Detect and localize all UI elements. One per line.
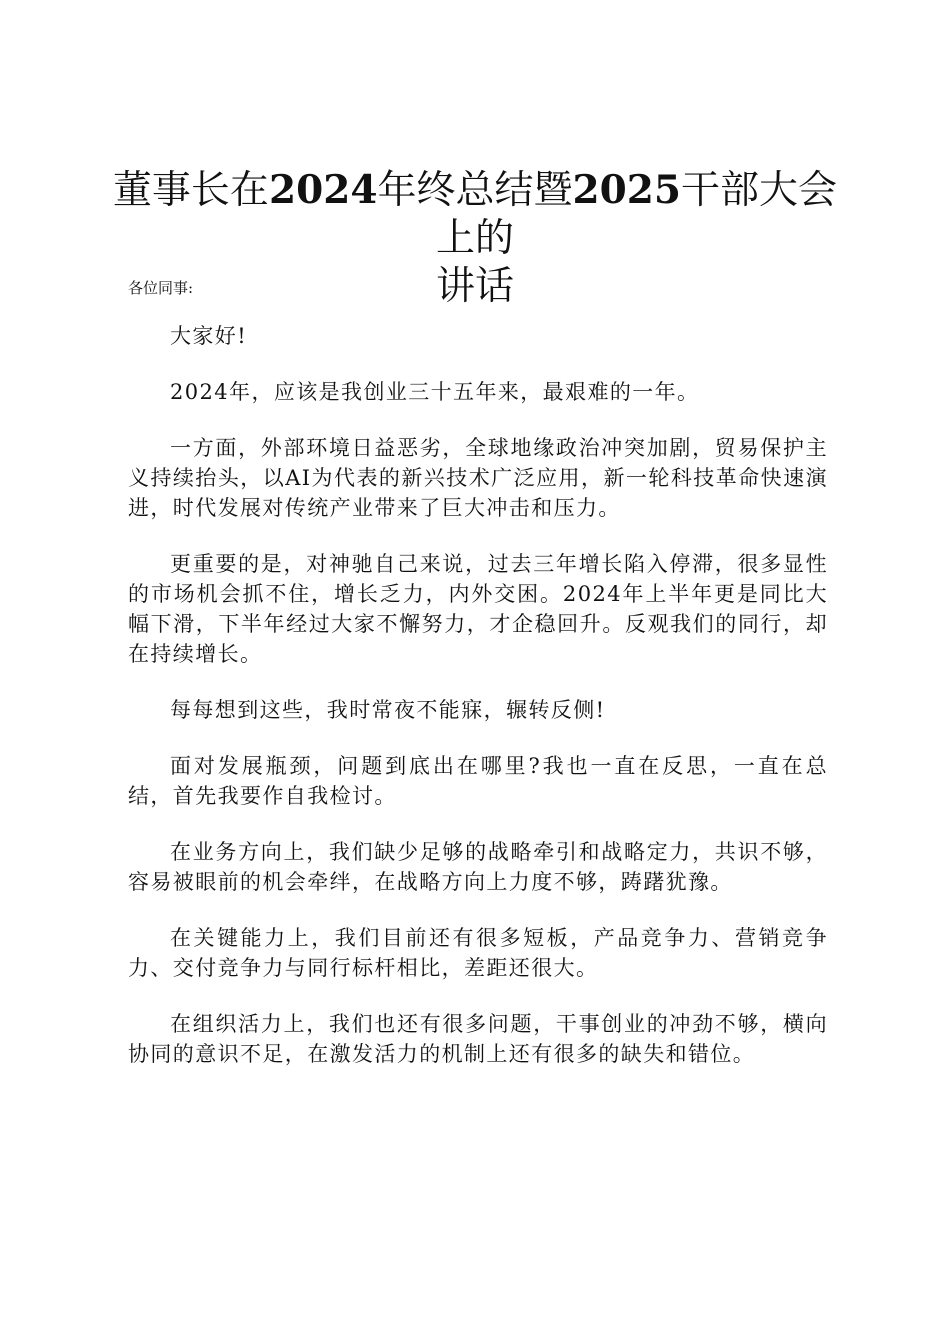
document-body [128, 321, 828, 1095]
paragraph-6: 面对发展瓶颈，问题到底出在哪里?我也一直在反思，一直在总结，首先我要作自我检讨。 [128, 754, 828, 808]
title-year-2025: 2025 [572, 167, 682, 213]
paragraph-5: 每每想到这些，我时常夜不能寐，辗转反侧! [170, 698, 606, 722]
paragraph-8: 在关键能力上，我们目前还有很多短板，产品竞争力、营销竞争力、交付竞争力与同行标杆相比，差距还很大。 [128, 926, 828, 980]
paragraph-1: 大家好! [170, 324, 248, 348]
title-text-b: 年终总结暨 [377, 168, 573, 213]
title-text-c: 干部大会上的 [435, 168, 838, 261]
paragraph-7: 在业务方向上，我们缺少足够的战略牵引和战略定力，共识不够，容易被眼前的机会牵绊，在战略方向上力度不够，踌躇犹豫。 [128, 840, 828, 894]
paragraph-9: 在组织活力上，我们也还有很多问题，干事创业的冲劲不够，横向协同的意识不足，在激发活力的机制上还有很多的缺失和错位。 [128, 1012, 828, 1066]
title-year-2024: 2024 [268, 167, 378, 213]
title-text-a: 董事长在 [112, 168, 269, 213]
document-title [100, 166, 850, 311]
paragraph-2: 2024年，应该是我创业三十五年来，最艰难的一年。 [170, 380, 700, 404]
paragraph-4: 更重要的是，对神驰自己来说，过去三年增长陷入停滞，很多显性的市场机会抓不住，增长乏力，内外交困。2024年上半年更是同比大幅下滑，下半年经过大家不懈努力，才企稳回升。反观我们的同行，却在持续增长。 [128, 552, 828, 666]
title-text-line2: 讲话 [435, 264, 514, 309]
paragraph-3: 一方面，外部环境日益恶劣，全球地缘政治冲突加剧，贸易保护主义持续抬头，以AI为代表的新兴技术广泛应用，新一轮科技革命快速演进，时代发展对传统产业带来了巨大冲击和压力。 [128, 436, 828, 520]
salutation: 各位同事: [128, 279, 194, 297]
